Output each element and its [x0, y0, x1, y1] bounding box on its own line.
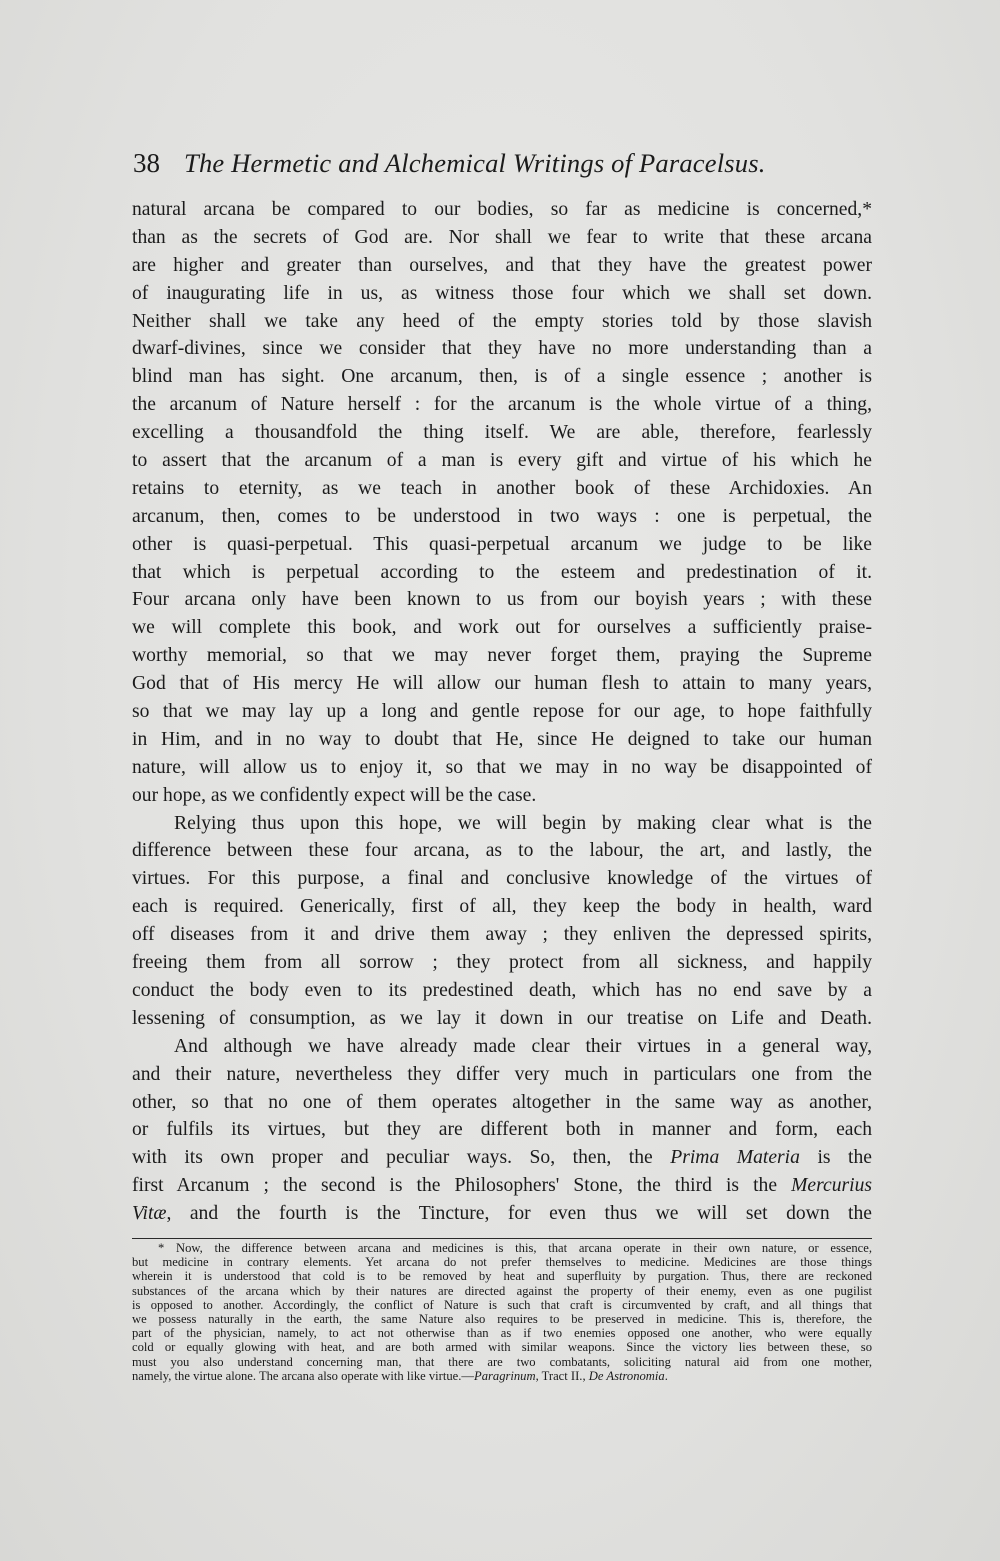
- body-line: to assert that the arcanum of a man is every gift and virtue of his which he: [132, 450, 872, 472]
- page-header: [133, 148, 873, 188]
- footnote: [132, 1241, 872, 1383]
- body-line: than as the secrets of God are. Nor shall we fear to write that these arcana: [132, 226, 872, 248]
- body-line: blind man has sight. One arcanum, then, is of a single essence ; another is: [132, 366, 872, 388]
- body-line: worthy memorial, so that we may never forget them, praying the Supreme: [132, 645, 872, 667]
- footnote-line: * Now, the difference between arcana and medicines is this, that arcana operate in their own nature, or essence,: [158, 1241, 872, 1255]
- footnote-line: cold or equally glowing with heat, and are both armed with similar weapons. Since the victory lies between these, so: [132, 1340, 872, 1355]
- body-line: or fulfils its virtues, but they are different both in manner and form, each: [132, 1119, 872, 1141]
- body-line: are higher and greater than ourselves, and that they have the greatest power: [132, 254, 872, 276]
- body-line: lessening of consumption, as we lay it down in our treatise on Life and Death.: [132, 1007, 872, 1029]
- body-line: Vitæ, and the fourth is the Tincture, for even thus we will set down the: [132, 1203, 872, 1225]
- footnote-line: is opposed to another. Accordingly, the conflict of Nature is such that craft is circumvented by craft, and all things that: [132, 1297, 872, 1312]
- body-line: dwarf-divines, since we consider that they have no more understanding than a: [132, 338, 872, 360]
- body-line: with its own proper and peculiar ways. So, then, the Prima Materia is the: [132, 1147, 872, 1169]
- body-line: God that of His mercy He will allow our human flesh to attain to many years,: [132, 673, 872, 695]
- body-line: of inaugurating life in us, as witness those four which we shall set down.: [132, 282, 872, 304]
- page-number: 38: [133, 148, 160, 178]
- footnote-line: we possess naturally in the earth, the same Nature also requires to be preserved in medicine. This is, therefore, the: [132, 1311, 872, 1326]
- body-line: natural arcana be compared to our bodies, so far as medicine is concerned,*: [132, 199, 872, 220]
- body-line: that which is perpetual according to the esteem and predestination of it.: [132, 561, 872, 583]
- running-title: The Hermetic and Alchemical Writings of Paracelsus.: [184, 148, 766, 178]
- footnote-divider: [132, 1238, 872, 1239]
- body-line: first Arcanum ; the second is the Philosophers' Stone, the third is the Mercurius: [132, 1175, 872, 1197]
- body-line: and their nature, nevertheless they differ very much in particulars one from the: [132, 1063, 872, 1085]
- body-line: Four arcana only have been known to us from our boyish years ; with these: [132, 589, 872, 611]
- body-line: we will complete this book, and work out for ourselves a sufficiently praise-: [132, 617, 872, 639]
- body-line: other, so that no one of them operates altogether in the same way as another,: [132, 1091, 872, 1113]
- body-line: our hope, as we confidently expect will be the case.: [132, 784, 537, 806]
- body-line: in Him, and in no way to doubt that He, since He deigned to take our human: [132, 728, 872, 750]
- body-line: excelling a thousandfold the thing itself. We are able, therefore, fearlessly: [132, 422, 872, 444]
- body-line: difference between these four arcana, as to the labour, the art, and lastly, the: [132, 840, 872, 862]
- body-line: And although we have already made clear their virtues in a general way,: [174, 1035, 872, 1057]
- body-line: so that we may lay up a long and gentle repose for our age, to hope faithfully: [132, 701, 872, 723]
- footnote-line: must you also understand concerning man, that there are two combatants, soliciting natural aid from one mother,: [132, 1354, 872, 1369]
- body-line: other is quasi-perpetual. This quasi-perpetual arcanum we judge to be like: [132, 533, 872, 555]
- body-line: conduct the body even to its predestined death, which has no end save by a: [132, 979, 872, 1001]
- body-line: the arcanum of Nature herself : for the arcanum is the whole virtue of a thing,: [132, 394, 872, 416]
- body-line: nature, will allow us to enjoy it, so that we may in no way be disappointed of: [132, 756, 872, 778]
- body-line: retains to eternity, as we teach in another book of these Archidoxies. An: [132, 477, 872, 499]
- body-line: Relying thus upon this hope, we will begin by making clear what is the: [174, 812, 872, 834]
- footnote-line: part of the physician, namely, to act not otherwise than as if two enemies opposed one another, who were equally: [132, 1326, 872, 1341]
- footnote-line: but medicine in contrary elements. Yet arcana do not prefer themselves to medicine. Medicines are those things: [132, 1255, 872, 1270]
- body-line: off diseases from it and drive them away ; they enliven the depressed spirits,: [132, 924, 872, 946]
- footnote-line: namely, the virtue alone. The arcana also operate with like virtue.—Paragrinum, Tract II., De Astronomia.: [132, 1368, 668, 1383]
- body-text: [132, 196, 872, 1228]
- body-line: freeing them from all sorrow ; they protect from all sickness, and happily: [132, 952, 872, 974]
- body-line: virtues. For this purpose, a final and conclusive knowledge of the virtues of: [132, 868, 872, 890]
- body-line: Neither shall we take any heed of the empty stories told by those slavish: [132, 310, 872, 332]
- footnote-line: wherein it is understood that cold is to be removed by heat and superfluity by purgation. Thus, there are reckoned: [132, 1269, 872, 1284]
- body-line: each is required. Generically, first of all, they keep the body in health, ward: [132, 896, 872, 918]
- body-line: arcanum, then, comes to be understood in two ways : one is perpetual, the: [132, 505, 872, 527]
- footnote-line: substances of the arcana which by their natures are directed against the property of their enemy, even as one pugilist: [132, 1283, 872, 1298]
